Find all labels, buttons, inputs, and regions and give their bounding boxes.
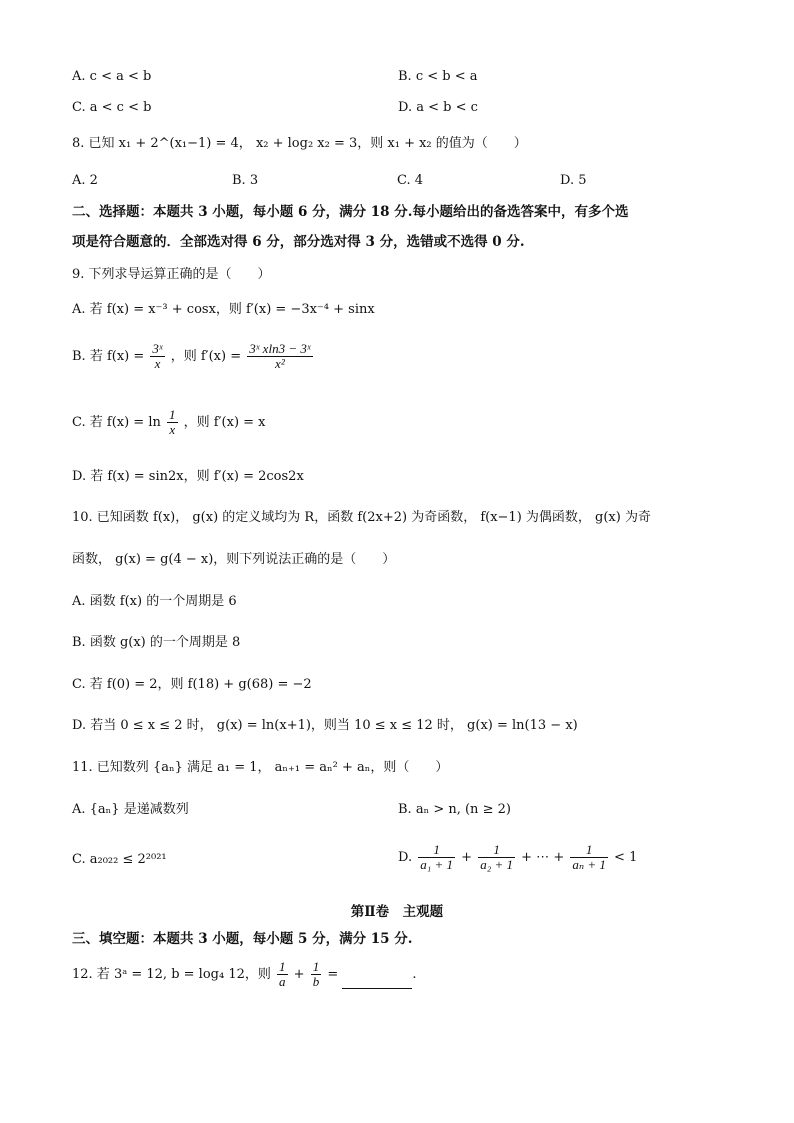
q8-option-d: D. 5 — [560, 173, 587, 188]
q12-period: . — [412, 967, 417, 982]
section2-heading-line1: 二、选择题：本题共 3 小题，每小题 6 分，满分 18 分.每小题给出的备选答案中，有多个选 — [72, 204, 629, 220]
q12-prefix: 12. 若 3ᵃ = 12, b = log₄ 12，则 — [72, 967, 271, 982]
q9-b-fraction-2 — [247, 342, 312, 371]
section2-heading-line2: 项是符合题意的．全部选对得 6 分，部分选对得 3 分，选错或不选得 0 分. — [72, 234, 525, 250]
q11-d-suffix: < 1 — [614, 850, 638, 865]
plus-sign: + — [293, 967, 305, 982]
q10-option-a: A. 函数 f(x) 的一个周期是 6 — [72, 594, 237, 609]
q12-stem — [72, 960, 417, 989]
q7-option-a: A. c < a < b — [72, 69, 152, 84]
q11-option-c: C. a₂₀₂₂ ≤ 2²⁰²¹ — [72, 852, 167, 867]
q9-b-middle: ，则 f′(x) = — [170, 349, 242, 364]
numerator: 1 — [279, 959, 286, 974]
numerator: 1 — [570, 843, 608, 858]
numerator: 1 — [418, 843, 455, 858]
part2-title: 第Ⅱ卷 主观题 — [350, 904, 444, 920]
q11-option-b: B. aₙ > n, (n ≥ 2) — [398, 802, 511, 817]
q8-option-c: C. 4 — [397, 173, 424, 188]
q9-option-b — [72, 342, 315, 371]
q12-fraction-a — [277, 960, 288, 989]
numerator: 1 — [169, 407, 176, 422]
q11-option-d — [398, 843, 637, 872]
q9-option-a: A. 若 f(x) = x⁻³ + cosx，则 f′(x) = −3x⁻⁴ + sinx — [72, 302, 375, 317]
q9-b-prefix: B. 若 f(x) = — [72, 349, 145, 364]
answer-blank[interactable] — [342, 974, 412, 989]
q9-c-suffix: ，则 f′(x) = x — [183, 415, 266, 430]
denominator: a₁ + 1 — [420, 857, 454, 872]
q11-d-prefix: D. — [398, 850, 413, 865]
q11-d-term-2 — [478, 843, 515, 872]
denominator: x — [154, 356, 161, 371]
q12-fraction-b — [311, 960, 322, 989]
numerator: 3ˣ — [152, 341, 163, 356]
q10-option-c: C. 若 f(0) = 2，则 f(18) + g(68) = −2 — [72, 677, 312, 692]
q10-stem-line1: 10. 已知函数 f(x)， g(x) 的定义域均为 R，函数 f(2x+2) 为奇函数， f(x−1) 为偶函数， g(x) 为奇 — [72, 510, 651, 525]
q11-d-term-1 — [418, 843, 455, 872]
denominator: x — [169, 422, 176, 437]
q10-stem-line2: 函数， g(x) = g(4 − x)，则下列说法正确的是（ ） — [72, 552, 396, 567]
denominator: a₂ + 1 — [480, 857, 514, 872]
plus-sign: + — [461, 850, 473, 865]
q7-option-b: B. c < b < a — [398, 69, 478, 84]
denominator: b — [312, 974, 320, 989]
q9-option-c — [72, 408, 266, 437]
denominator: aₙ + 1 — [572, 857, 606, 872]
q9-b-fraction-1 — [150, 342, 164, 371]
q11-d-term-n — [570, 843, 608, 872]
q10-option-b: B. 函数 g(x) 的一个周期是 8 — [72, 635, 241, 650]
numerator: 3ˣ xln3 − 3ˣ — [249, 341, 311, 356]
q9-stem: 9. 下列求导运算正确的是（ ） — [72, 267, 271, 282]
q11-option-a: A. {aₙ} 是递减数列 — [72, 802, 189, 817]
q8-option-a: A. 2 — [72, 173, 98, 188]
q8-stem: 8. 已知 x₁ + 2^(x₁−1) = 4， x₂ + log₂ x₂ = 3，则 x₁ + x₂ 的值为（ ） — [72, 136, 527, 151]
ellipsis-sum: + ⋯ + — [521, 850, 565, 865]
q10-option-d: D. 若当 0 ≤ x ≤ 2 时， g(x) = ln(x+1)，则当 10 ≤ x ≤ 12 时， g(x) = ln(13 − x) — [72, 718, 578, 733]
equals-sign: = — [327, 967, 339, 982]
q7-option-d: D. a < b < c — [398, 100, 478, 115]
q7-option-c: C. a < c < b — [72, 100, 152, 115]
numerator: 1 — [312, 959, 320, 974]
denominator: x² — [275, 356, 285, 371]
section3-heading: 三、填空题：本题共 3 小题，每小题 5 分，满分 15 分. — [72, 931, 413, 947]
denominator: a — [279, 974, 286, 989]
q9-c-prefix: C. 若 f(x) = ln — [72, 415, 161, 430]
q11-stem: 11. 已知数列 {aₙ} 满足 a₁ = 1， aₙ₊₁ = aₙ² + aₙ，则（ ） — [72, 760, 449, 775]
numerator: 1 — [478, 843, 515, 858]
q8-option-b: B. 3 — [232, 173, 259, 188]
q9-c-fraction — [167, 408, 178, 437]
q9-option-d: D. 若 f(x) = sin2x，则 f′(x) = 2cos2x — [72, 469, 304, 484]
